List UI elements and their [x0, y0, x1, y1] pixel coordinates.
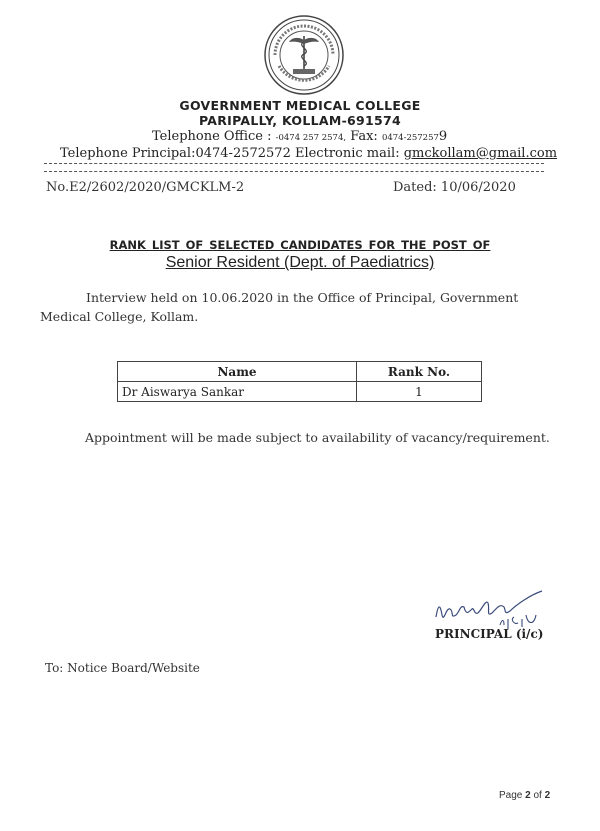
rank-table	[117, 361, 482, 402]
college-address: PARIPALLY, KOLLAM-691574	[198, 113, 402, 128]
header-divider	[44, 163, 544, 172]
interview-line-1: Interview held on 10.06.2020 in the Office of Principal, Government	[86, 290, 519, 305]
table-row	[118, 382, 482, 402]
reference-number: No.E2/2602/2020/GMCKLM-2	[46, 180, 245, 195]
interview-line-2: Medical College, Kollam.	[40, 309, 199, 324]
interview-paragraph	[40, 288, 530, 326]
page-current: 2	[525, 790, 531, 801]
distribution-line: To: Notice Board/Website	[45, 661, 200, 675]
tel-principal-text: Telephone Principal:0474-2572572 Electronic mail:	[60, 146, 404, 161]
appointment-note: Appointment will be made subject to availability of vacancy/requirement.	[85, 430, 550, 445]
fax-label: Fax:	[346, 129, 382, 144]
column-header-name: Name	[118, 362, 357, 382]
signatory-title: PRINCIPAL (i/c)	[435, 627, 544, 641]
tel-office-number: -0474 257 2574,	[275, 133, 347, 143]
page-of: of	[530, 790, 545, 801]
page-label: Page	[499, 790, 526, 801]
table-header-row	[118, 362, 482, 382]
post-title: Senior Resident (Dept. of Paediatrics)	[165, 254, 435, 271]
college-seal-icon	[263, 14, 345, 96]
page-number	[499, 790, 550, 801]
telephone-office-line	[152, 129, 447, 144]
document-title: RANK LIST OF SELECTED CANDIDATES FOR THE POST OF	[109, 238, 491, 252]
column-header-rank: Rank No.	[357, 362, 482, 382]
candidate-rank: 1	[357, 382, 482, 402]
page-total: 2	[544, 790, 551, 801]
telephone-principal-line	[60, 146, 557, 161]
college-name: GOVERNMENT MEDICAL COLLEGE	[179, 98, 421, 113]
candidate-name: Dr Aiswarya Sankar	[118, 382, 357, 402]
email-link[interactable]: gmckollam@gmail.com	[403, 146, 558, 161]
tel-office-label: Telephone Office :	[152, 129, 276, 144]
document-date: Dated: 10/06/2020	[393, 180, 516, 195]
fax-number: 0474-257257	[381, 133, 439, 143]
fax-last-digit: 9	[438, 129, 448, 144]
